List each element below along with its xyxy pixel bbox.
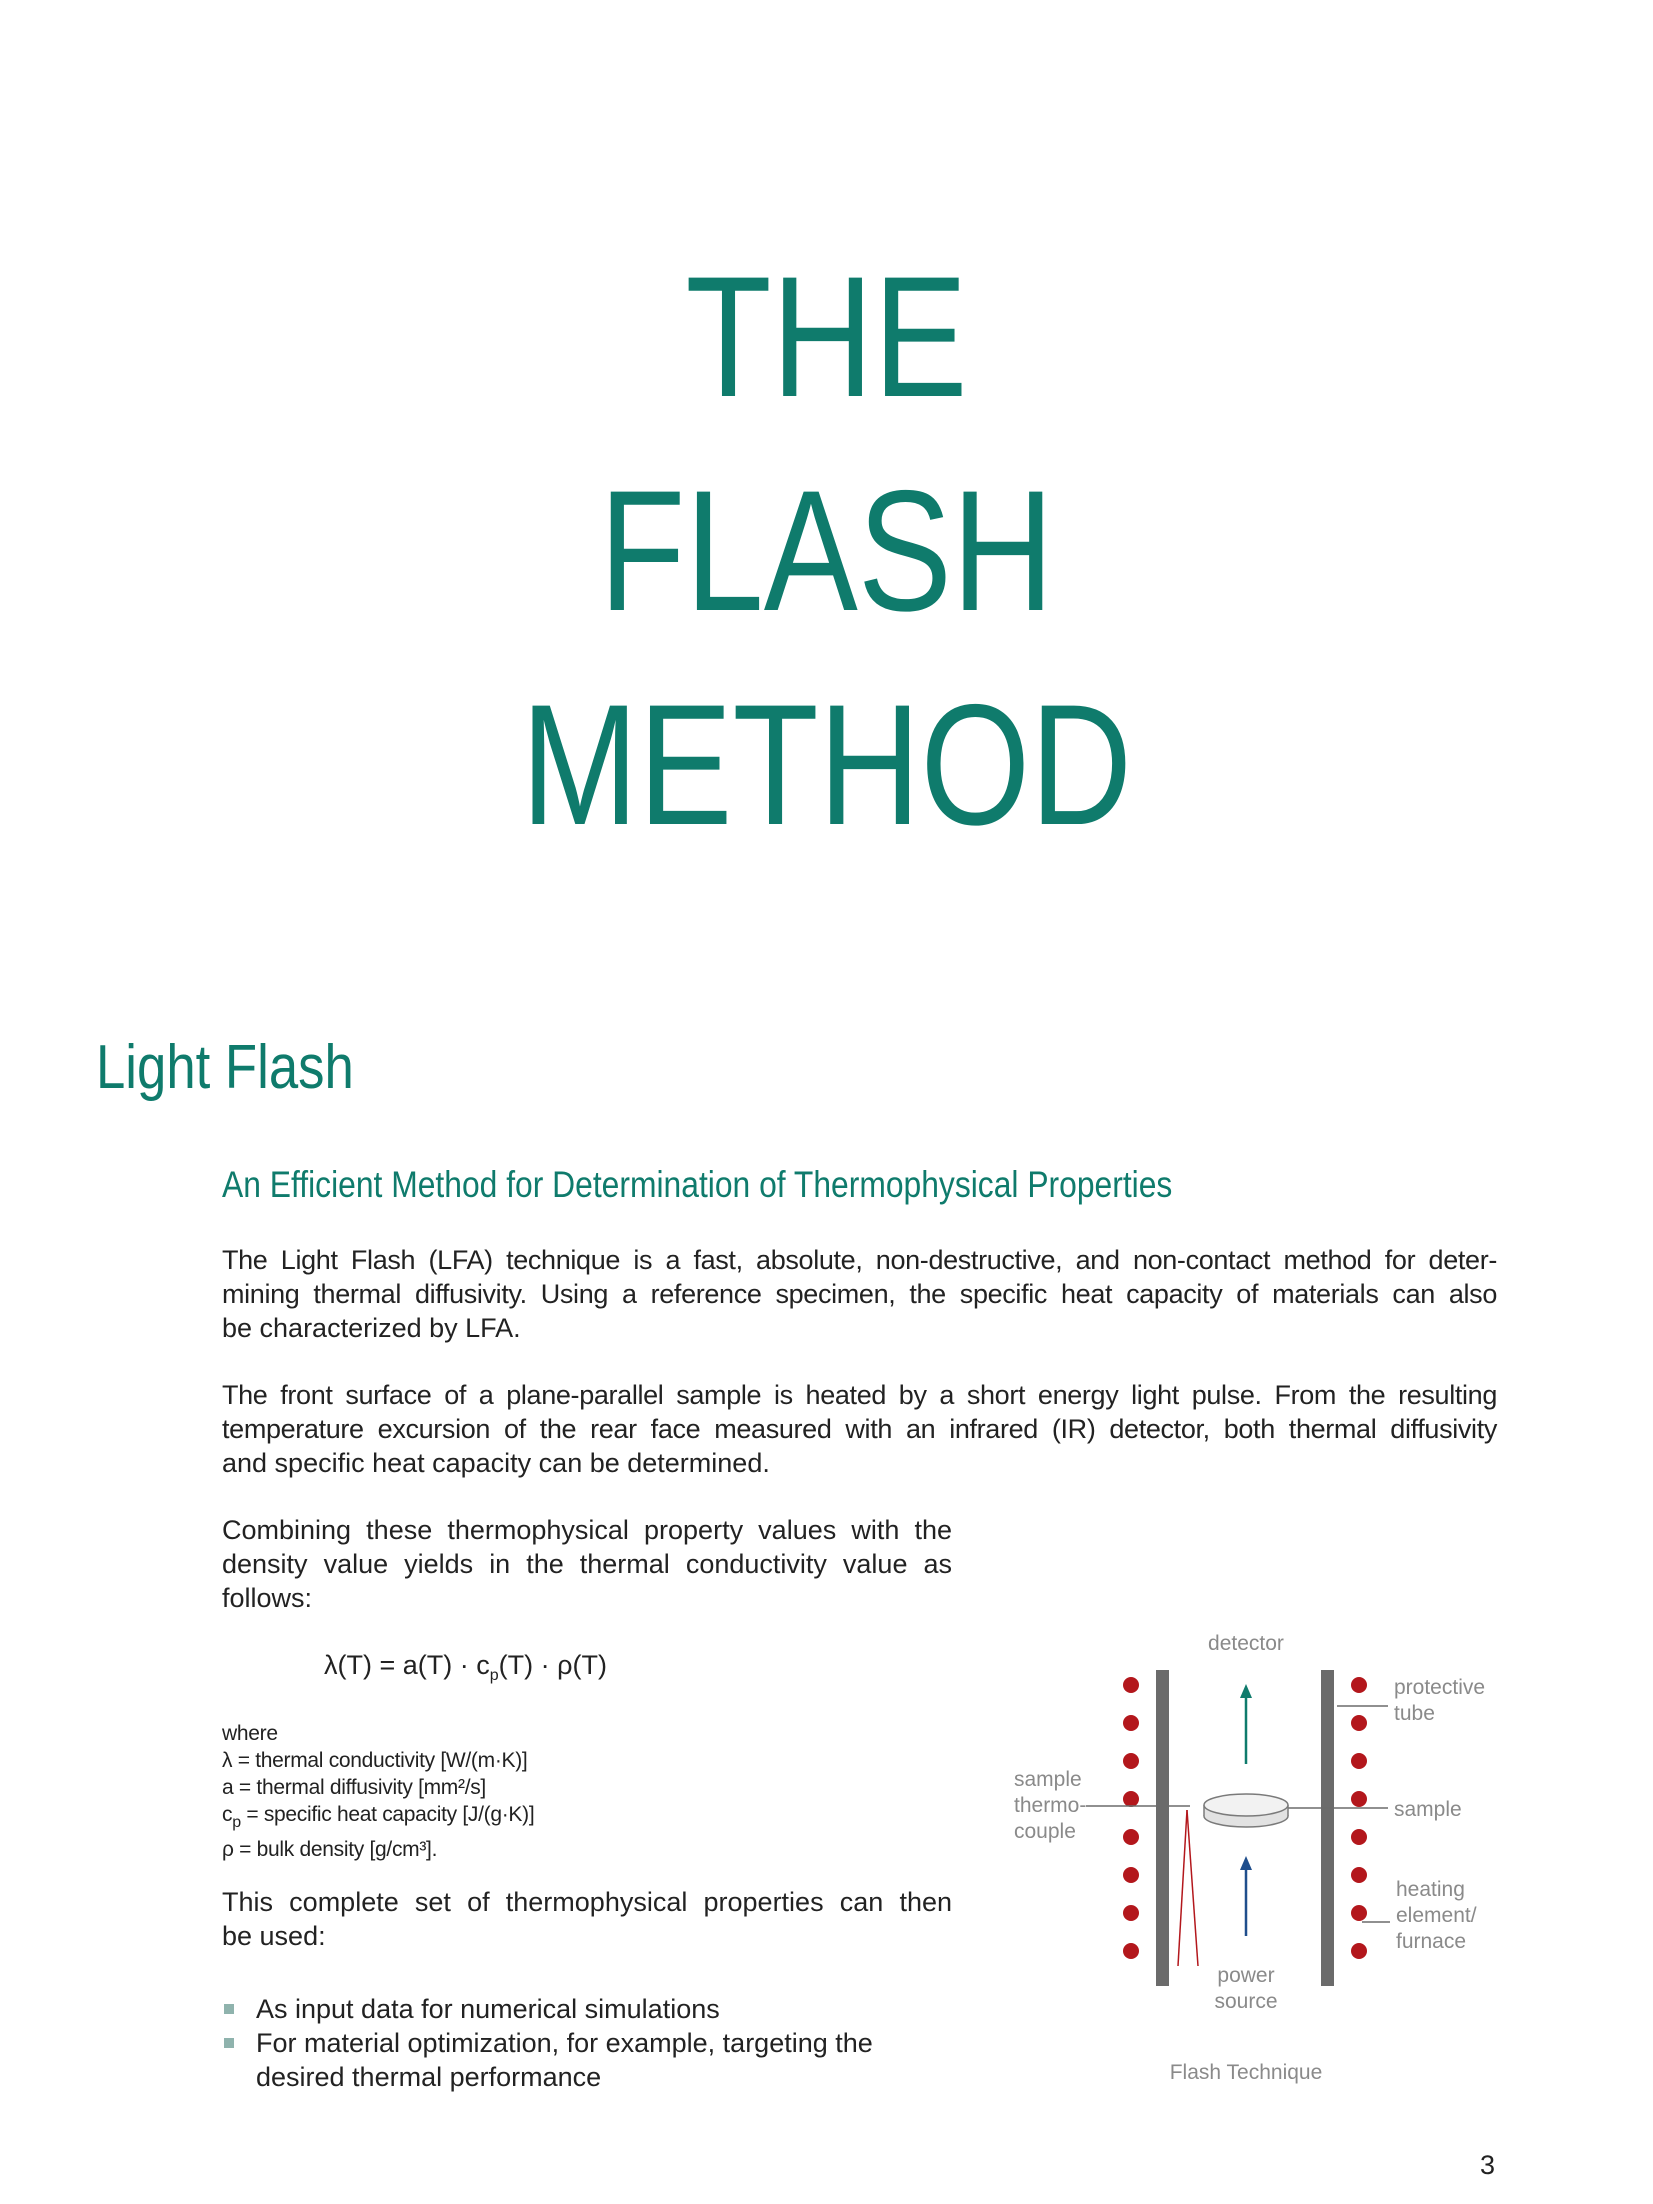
paragraph-intro: [222, 1243, 1497, 1345]
list-item: [222, 1992, 982, 2026]
heating-dot: [1351, 1867, 1367, 1883]
bullet-text: As input data for numerical simulations: [256, 1994, 720, 2024]
formula-lhs: λ(T) = a(T) · c: [324, 1650, 490, 1680]
label-heating-element: heating: [1396, 1878, 1465, 1901]
heating-dot: [1123, 1943, 1139, 1959]
paragraph-combining: [222, 1513, 952, 1615]
heating-dot: [1123, 1753, 1139, 1769]
heating-dot: [1123, 1829, 1139, 1845]
label-protective-tube: tube: [1394, 1702, 1435, 1725]
label-sample: sample: [1394, 1798, 1462, 1821]
list-item: [222, 2026, 982, 2094]
paragraph-line: and specific heat capacity can be determined.: [222, 1448, 770, 1478]
conductivity-formula: [324, 1650, 607, 1685]
paragraph-method: [222, 1378, 1497, 1480]
heating-dot: [1123, 1905, 1139, 1921]
definition-cp-text: = specific heat capacity [J/(g·K)]: [240, 1803, 535, 1826]
label-heating-element: furnace: [1396, 1930, 1467, 1953]
heating-dot: [1351, 1791, 1367, 1807]
label-heating-element: element/: [1396, 1904, 1477, 1927]
paragraph-line: This complete set of thermophysical properties can then: [222, 1887, 952, 1917]
subtitle: An Efficient Method for Determination of Thermophysical Properties: [222, 1164, 1173, 1205]
signal-arrow-up-icon: [1240, 1684, 1252, 1698]
definition-a: a = thermal diffusivity [mm²/s]: [222, 1776, 486, 1799]
definition-lambda: λ = thermal conductivity [W/(m·K)]: [222, 1749, 528, 1772]
title-line-method: METHOD: [520, 669, 1133, 861]
bullet-square-icon: [224, 2038, 234, 2048]
paragraph-line: follows:: [222, 1583, 313, 1613]
thermocouple-wire: [1187, 1810, 1198, 1966]
sample-disk: [1204, 1794, 1288, 1827]
heating-dot: [1123, 1677, 1139, 1693]
heating-dot: [1351, 1677, 1367, 1693]
label-protective-tube: protective: [1394, 1676, 1486, 1699]
paragraph-line: density value yields in the thermal conductivity value as: [222, 1549, 952, 1579]
diagram-caption: Flash Technique: [1169, 2061, 1323, 2084]
label-sample-thermocouple: thermo-: [1014, 1794, 1087, 1817]
definition-cp-symbol: c: [222, 1803, 233, 1826]
main-title: [149, 230, 1504, 872]
sample-disk-top: [1204, 1794, 1288, 1816]
heating-dot: [1351, 1943, 1367, 1959]
definition-rho: ρ = bulk density [g/cm³].: [222, 1838, 438, 1861]
label-sample-thermocouple: sample: [1014, 1768, 1082, 1791]
definition-cp-subscript: p: [232, 1814, 241, 1831]
paragraph-line: The Light Flash (LFA) technique is a fast, absolute, non-destructive, and non-contact method for deter-: [222, 1245, 1497, 1275]
usage-bullet-list: [222, 1992, 982, 2094]
paragraph-line: Combining these thermophysical property values with the: [222, 1515, 952, 1545]
page-number: 3: [1480, 2150, 1496, 2180]
definition-where: where: [222, 1722, 278, 1745]
heating-dot: [1351, 1829, 1367, 1845]
label-detector: detector: [1208, 1632, 1284, 1655]
pulse-arrow-up-icon: [1240, 1856, 1252, 1870]
paragraph-line: mining thermal diffusivity. Using a reference specimen, the specific heat capacity of materials can also: [222, 1279, 1497, 1309]
heating-dot: [1123, 1867, 1139, 1883]
paragraph-line: be used:: [222, 1921, 326, 1951]
paragraph-line: The front surface of a plane-parallel sample is heated by a short energy light pulse. From the resulting: [222, 1380, 1497, 1410]
paragraph-line: temperature excursion of the rear face measured with an infrared (IR) detector, both thermal diffusivity: [222, 1414, 1497, 1444]
paragraph-usage: [222, 1885, 952, 1953]
heating-dot: [1123, 1791, 1139, 1807]
title-line-the: THE: [685, 241, 968, 433]
heating-dot: [1123, 1715, 1139, 1731]
label-sample-thermocouple: couple: [1014, 1820, 1076, 1843]
bullet-text: For material optimization, for example, targeting the: [256, 2028, 873, 2058]
heating-dot: [1351, 1715, 1367, 1731]
protective-tube-right-wall: [1321, 1670, 1334, 1986]
heating-dot: [1351, 1905, 1367, 1921]
definition-cp: [222, 1801, 534, 1836]
label-power-source: source: [1214, 1990, 1278, 2013]
flash-technique-diagram: [1000, 1630, 1520, 2100]
bullet-square-icon: [224, 2004, 234, 2014]
protective-tube-left-wall: [1156, 1670, 1169, 1986]
bullet-text-continued: desired thermal performance: [256, 2062, 602, 2092]
thermocouple-wire: [1178, 1810, 1187, 1966]
section-title: Light Flash: [96, 1033, 354, 1102]
paragraph-line: be characterized by LFA.: [222, 1313, 521, 1343]
label-power-source: power: [1217, 1964, 1275, 1987]
definitions-list: [222, 1720, 534, 1863]
formula-rhs: (T) · ρ(T): [498, 1650, 607, 1680]
formula-subscript: p: [489, 1667, 499, 1684]
title-line-flash: FLASH: [599, 455, 1054, 647]
heating-dot: [1351, 1753, 1367, 1769]
